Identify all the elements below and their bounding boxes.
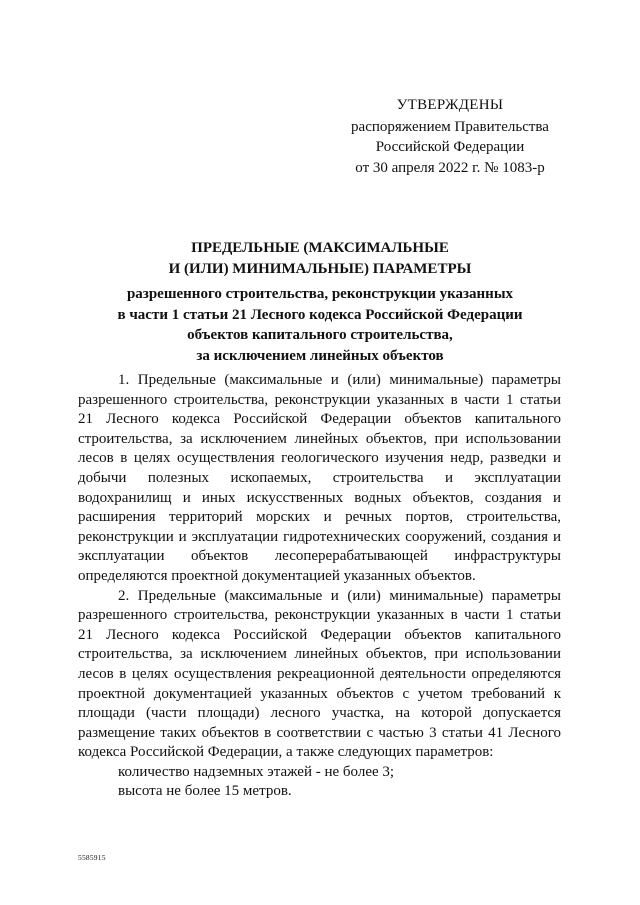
document-subtitle — [60, 284, 580, 366]
document-title-line-1: ПРЕДЕЛЬНЫЕ (МАКСИМАЛЬНЫЕ — [191, 240, 449, 256]
document-subtitle-line-4: за исключением линейных объектов — [196, 347, 444, 364]
document-subtitle-line-3: объектов капитального строительства, — [187, 327, 453, 343]
list-item: высота не более 15 метров. — [118, 783, 292, 800]
list-item: количество надземных этажей - не более 3; — [118, 763, 395, 780]
paragraph-2: 2. Предельные (максимальные и (или) минимальные) параметры разрешенного строительства, реконструкции указанных в части 1 статьи 21 Лесного кодекса Российской Федерации объектов капитального строительства, за исключением линейных объектов, при использовании лесов в целях осуществления рекреационной деятельности определяются проектной документацией указанных объектов с учетом требований к площади (части площади) лесного участка, на которой допускается размещение таких объектов в соответствии с частью 3 статьи 41 Лесного кодекса Российской Федерации, а также следующих параметров: — [78, 587, 561, 761]
approval-line-1: распоряжением Правительства — [351, 118, 549, 135]
approval-line-3: от 30 апреля 2022 г. № 1083-р — [355, 159, 545, 176]
approval-stamp — [330, 95, 570, 178]
approval-title: УТВЕРЖДЕНЫ — [396, 97, 504, 113]
document-title-line-2: И (ИЛИ) МИНИМАЛЬНЫЕ) ПАРАМЕТРЫ — [168, 260, 472, 277]
paragraph-1: 1. Предельные (максимальные и (или) минимальные) параметры разрешенного строительства, реконструкции указанных в части 1 статьи 21 Лесного кодекса Российской Федерации объектов капитального строительства, за исключением линейных объектов, при использовании лесов в целях осуществления геологического изучения недр, разведки и добычи полезных ископаемых, строительства и эксплуатации водохранилищ и иных искусственных водных объектов, создания и расширения территорий морских и речных портов, строительства, реконструкции и эксплуатации гидротехнических сооружений, создания и эксплуатации объектов лесоперерабатывающей инфраструктуры определяются проектной документацией указанных объектов. — [78, 372, 561, 584]
document-body — [78, 371, 561, 802]
document-title — [60, 238, 580, 279]
document-code: 5585915 — [78, 853, 106, 862]
approval-line-2: Российской Федерации — [375, 139, 525, 155]
document-subtitle-line-1: разрешенного строительства, реконструкции указанных — [126, 286, 514, 302]
document-subtitle-line-2: в части 1 статьи 21 Лесного кодекса Российской Федерации — [117, 306, 523, 323]
